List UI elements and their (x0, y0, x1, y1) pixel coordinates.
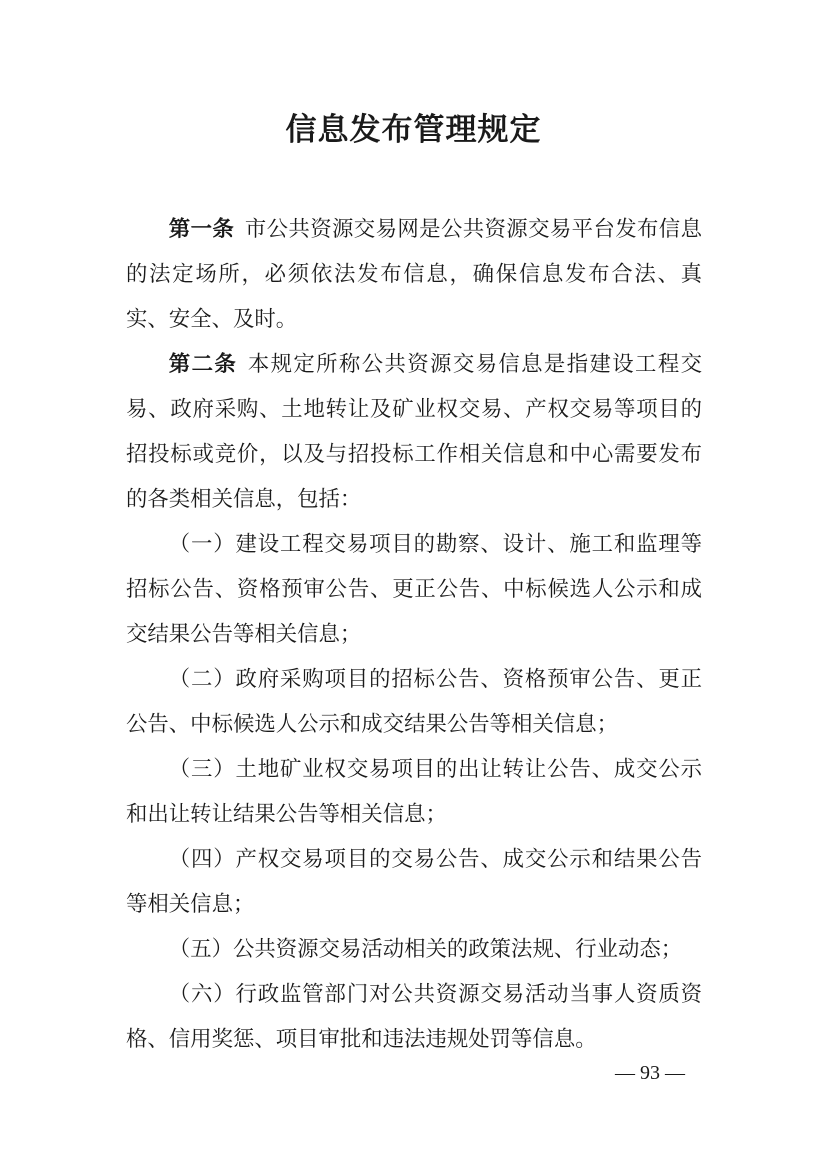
list-item-3: （三）土地矿业权交易项目的出让转让公告、成交公示和出让转让结果公告等相关信息； (126, 757, 702, 827)
page-footer (0, 1058, 827, 1088)
article-1 (126, 207, 702, 342)
list-item-5: （五）公共资源交易活动相关的政策法规、行业动态； (168, 937, 683, 962)
document-body (126, 207, 702, 1062)
article-2 (126, 342, 702, 522)
document-title: 信息发布管理规定 (285, 112, 542, 148)
list-item-1: （一）建设工程交易项目的勘察、设计、施工和监理等招标公告、资格预审公告、更正公告、中标候选人公示和成交结果公告等相关信息； (126, 532, 702, 647)
page-number: — 93 — (615, 1062, 685, 1084)
article-text: 本规定所称公共资源交易信息是指建设工程交易、政府采购、土地转让及矿业权交易、产权交易等项目的招投标或竞价，以及与招投标工作相关信息和中心需要发布的各类相关信息，包括： (126, 352, 702, 512)
article-heading: 第一条 (168, 217, 235, 242)
article-text: 市公共资源交易网是公共资源交易平台发布信息的法定场所，必须依法发布信息，确保信息发布合法、真实、安全、及时。 (126, 217, 702, 332)
list-item-6: （六）行政监管部门对公共资源交易活动当事人资质资格、信用奖惩、项目审批和违法违规处罚等信息。 (126, 982, 702, 1052)
article-heading: 第二条 (168, 352, 238, 377)
list-item-4: （四）产权交易项目的交易公告、成交公示和结果公告等相关信息； (126, 847, 702, 917)
list-item-2: （二）政府采购项目的招标公告、资格预审公告、更正公告、中标候选人公示和成交结果公告等相关信息； (126, 667, 702, 737)
